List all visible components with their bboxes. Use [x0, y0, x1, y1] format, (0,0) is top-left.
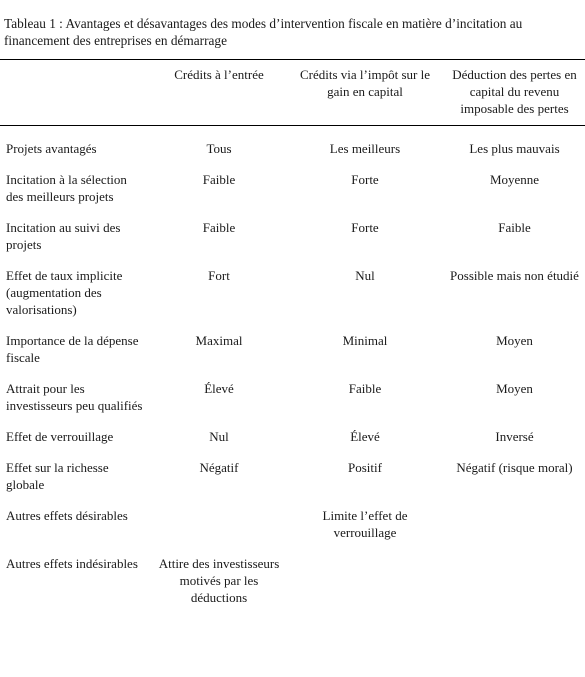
table-cell: Faible: [348, 381, 382, 396]
table-row: [0, 126, 585, 172]
table-cell: Positif: [348, 460, 382, 475]
table-cell: Moyen: [496, 381, 533, 396]
table-cell: Maximal: [195, 333, 243, 348]
row-label: Incitation à la sélection des meilleurs projets: [6, 172, 127, 204]
table-cell: Minimal: [342, 333, 388, 348]
table-cell: Négatif: [199, 460, 239, 475]
table-row: [0, 219, 585, 267]
table-cell: [152, 507, 286, 555]
table-cell: [444, 555, 585, 620]
table-cell: Limite l’effet de verrouillage: [322, 508, 408, 540]
table-cell: Tous: [206, 141, 232, 156]
table-cell: Moyenne: [489, 172, 540, 187]
table-cell: Nul: [209, 429, 229, 444]
table-cell: Faible: [202, 172, 236, 187]
table-row: [0, 459, 585, 507]
table-cell: Attire des investisseurs motivés par les déductions: [158, 556, 280, 605]
table-cell: Les meilleurs: [329, 141, 401, 156]
table-cell: Forte: [351, 172, 379, 187]
table-row: [0, 171, 585, 219]
row-label: Attrait pour les investisseurs peu qualifiés: [6, 381, 143, 413]
table-body: [0, 126, 585, 621]
table-cell: Élevé: [204, 381, 234, 396]
header-credits-entree: Crédits à l’entrée: [174, 67, 264, 82]
table-row: [0, 267, 585, 332]
row-label: Autres effets désirables: [6, 508, 128, 523]
table-header: [0, 60, 585, 126]
table-cell: Forte: [351, 220, 379, 235]
table-cell: Faible: [498, 220, 531, 235]
header-deduction-pertes: Déduction des pertes en capital du revenu imposable des pertes: [452, 67, 577, 116]
header-row: [0, 60, 585, 126]
table-cell: Élevé: [350, 429, 380, 444]
table-caption: Tableau 1 : Avantages et désavantages des modes d’intervention fiscale en matière d’incitation au financement des entreprises en démarrage: [4, 16, 523, 48]
fiscal-intervention-table: [0, 59, 585, 620]
row-label: Effet de verrouillage: [6, 429, 114, 444]
table-cell: Possible mais non étudié: [450, 268, 579, 283]
table-cell: Nul: [355, 268, 375, 283]
table-cell: Fort: [208, 268, 230, 283]
row-label: Autres effets indésirables: [6, 556, 138, 571]
row-label: Effet de taux implicite (augmentation des valorisations): [6, 268, 123, 317]
row-label: Importance de la dépense fiscale: [6, 333, 139, 365]
table-cell: Faible: [202, 220, 236, 235]
table-row: [0, 380, 585, 428]
row-label: Incitation au suivi des projets: [6, 220, 121, 252]
table-row: [0, 555, 585, 620]
header-empty: [0, 60, 152, 126]
table-cell: Négatif (risque moral): [456, 460, 573, 475]
table-cell: Les plus mauvais: [469, 141, 560, 156]
table-cell: [286, 555, 444, 620]
header-credits-gain-capital: Crédits via l’impôt sur le gain en capital: [300, 67, 430, 99]
table-row: [0, 428, 585, 459]
table-row: [0, 332, 585, 380]
row-label: Effet sur la richesse globale: [6, 460, 109, 492]
table-cell: Moyen: [496, 333, 533, 348]
table-row: [0, 507, 585, 555]
table-cell: [444, 507, 585, 555]
table-cell: Inversé: [495, 429, 534, 444]
row-label: Projets avantagés: [6, 141, 97, 156]
